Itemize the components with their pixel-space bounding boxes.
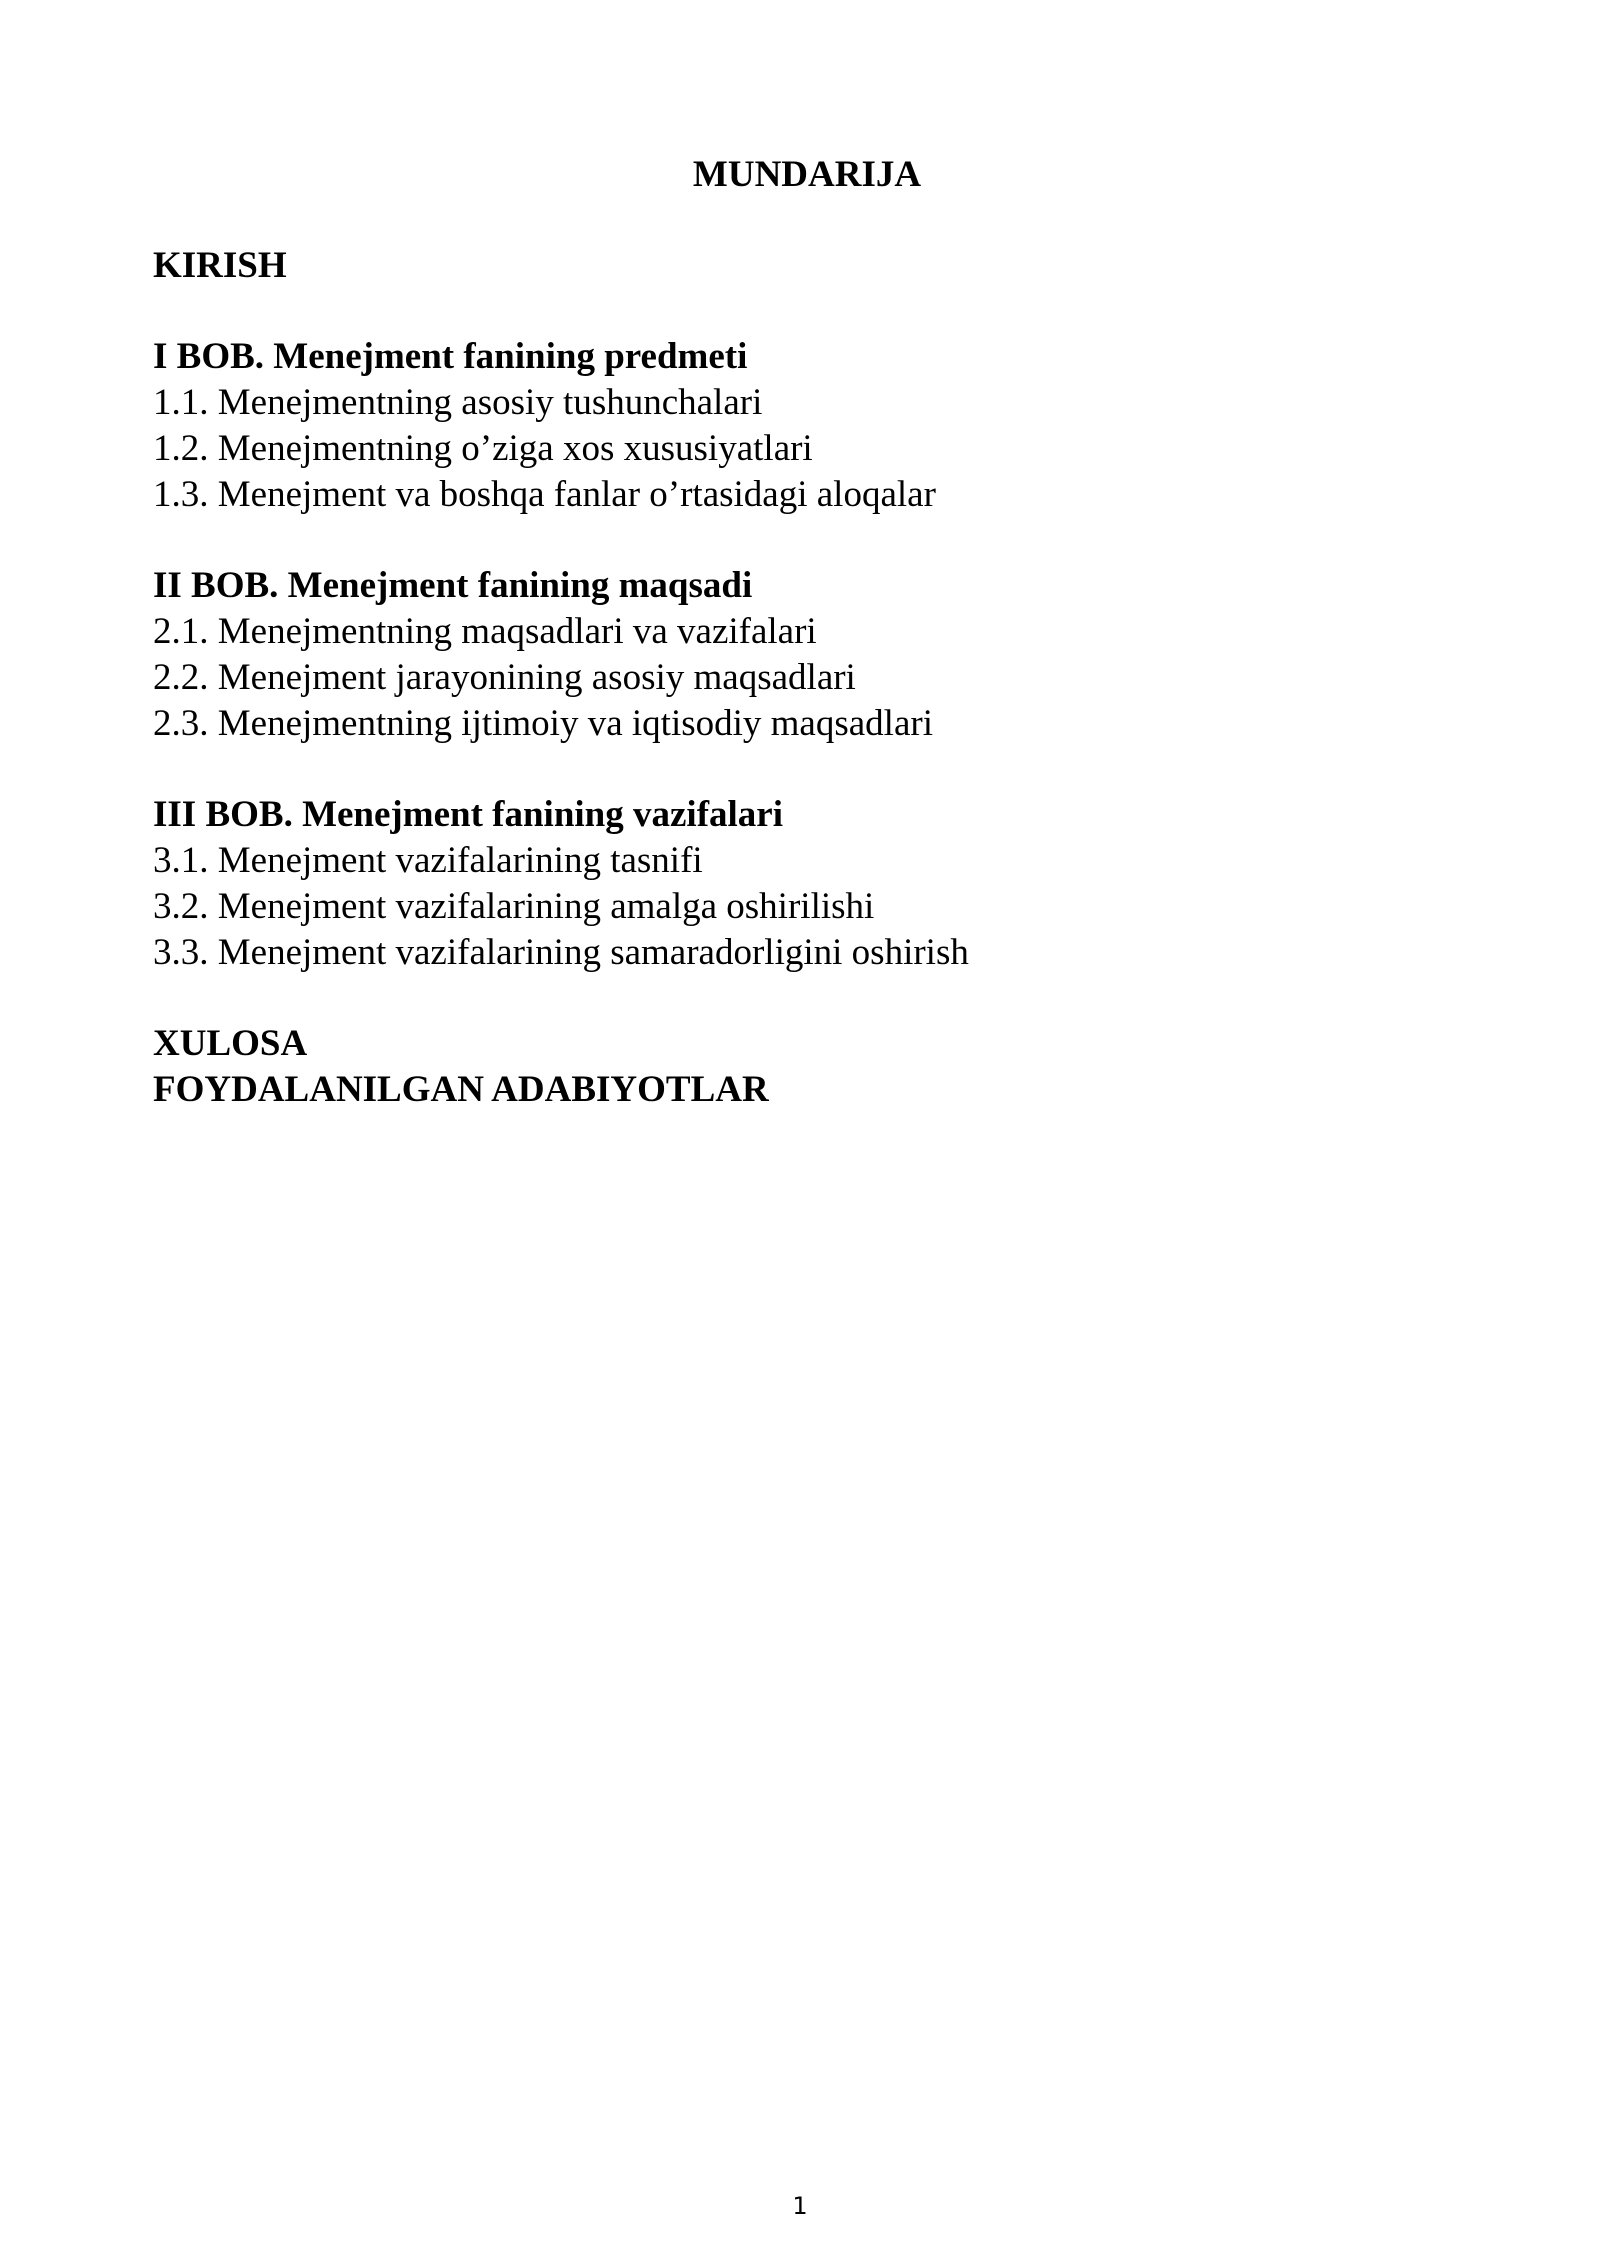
toc-section-1-3: 1.3. Menejment va boshqa fanlar o’rtasidagi aloqalar <box>153 474 936 515</box>
toc-section-2-2: 2.2. Menejment jarayonining asosiy maqsadlari <box>153 657 856 698</box>
page-title: MUNDARIJA <box>692 154 922 195</box>
toc-section-1-2: 1.2. Menejmentning o’ziga xos xususiyatlari <box>153 428 813 469</box>
toc-section-3-3: 3.3. Menejment vazifalarining samaradorligini oshirish <box>153 932 969 973</box>
toc-introduction: KIRISH <box>153 245 287 286</box>
page-number: 1 <box>792 2192 808 2220</box>
toc-section-1-1: 1.1. Menejmentning asosiy tushunchalari <box>153 382 763 423</box>
toc-section-2-3: 2.3. Menejmentning ijtimoiy va iqtisodiy maqsadlari <box>153 703 933 744</box>
toc-section-3-2: 3.2. Menejment vazifalarining amalga oshirilishi <box>153 886 875 927</box>
toc-references: FOYDALANILGAN ADABIYOTLAR <box>153 1069 769 1110</box>
toc-section-2-1: 2.1. Menejmentning maqsadlari va vazifalari <box>153 611 817 652</box>
toc-chapter-3-heading: III BOB. Menejment fanining vazifalari <box>153 794 784 835</box>
toc-section-3-1: 3.1. Menejment vazifalarining tasnifi <box>153 840 703 881</box>
toc-chapter-2-heading: II BOB. Menejment fanining maqsadi <box>153 565 753 606</box>
toc-conclusion: XULOSA <box>153 1023 308 1064</box>
toc-chapter-1-heading: I BOB. Menejment fanining predmeti <box>153 336 748 377</box>
